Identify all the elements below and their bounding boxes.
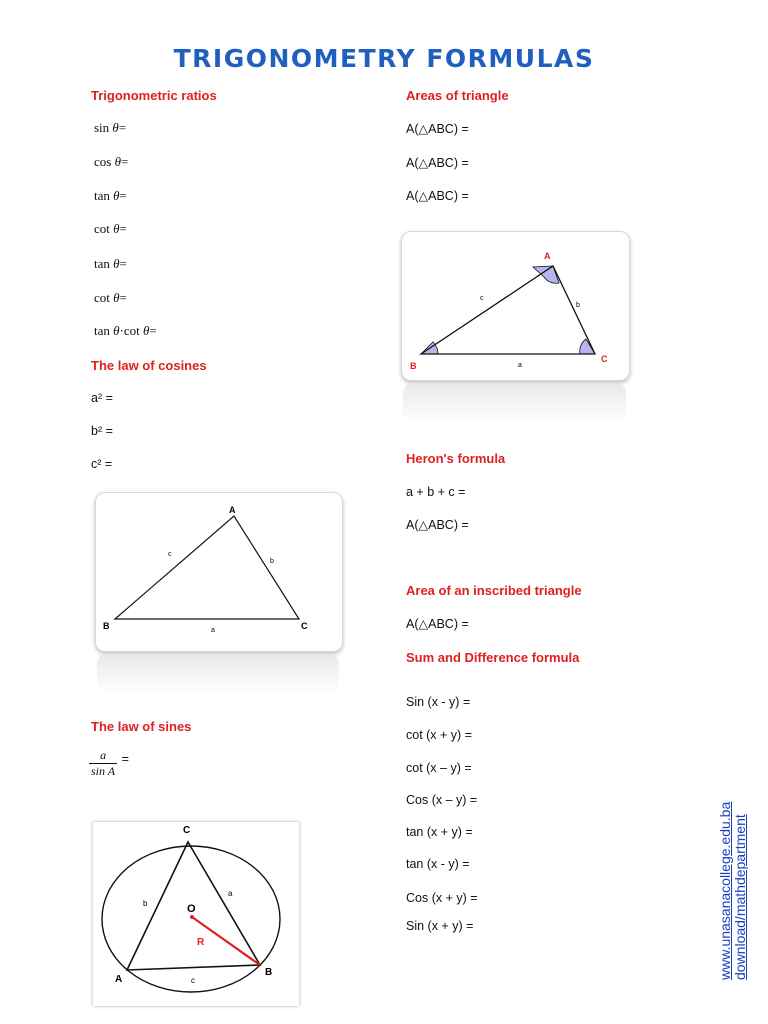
circle-vertex-a: A bbox=[115, 974, 123, 985]
website-link[interactable] bbox=[718, 802, 748, 980]
triangle-1-side-b: b bbox=[576, 302, 580, 309]
cosine-c2: c² = bbox=[91, 457, 113, 471]
circle-side-a: a bbox=[228, 889, 233, 898]
area-formula-1: A(△ABC) = bbox=[406, 122, 469, 136]
ratio-tan: tan θ= bbox=[94, 188, 127, 203]
sumdiff-8: Sin (x + y) = bbox=[406, 919, 474, 933]
heron-perimeter: a + b + c = bbox=[406, 485, 466, 499]
website-line-2[interactable]: download/mathdepartment bbox=[732, 814, 748, 980]
triangle-2-outline bbox=[115, 516, 299, 619]
circle-center-o: O bbox=[187, 903, 196, 915]
page-title: TRIGONOMETRY FORMULAS bbox=[173, 44, 595, 73]
triangle-1-vertex-a: A bbox=[544, 251, 551, 261]
inscribed-triangle-heading: Area of an inscribed triangle bbox=[406, 583, 582, 598]
sumdiff-4: Cos (x – y) = bbox=[406, 793, 478, 807]
circle-side-b: b bbox=[143, 899, 148, 908]
area-formula-2: A(△ABC) = bbox=[406, 156, 469, 170]
triangle-2-vertex-b: B bbox=[103, 621, 110, 631]
ratio-tan-2: tan θ= bbox=[94, 256, 127, 271]
circle-vertex-c: C bbox=[183, 825, 191, 836]
sum-difference-heading: Sum and Difference formula bbox=[406, 650, 580, 665]
sumdiff-2: cot (x + y) = bbox=[406, 728, 472, 742]
law-of-sines-heading: The law of sines bbox=[91, 719, 192, 734]
sumdiff-3: cot (x – y) = bbox=[406, 761, 472, 775]
angle-c-mark bbox=[580, 339, 595, 354]
center-point bbox=[190, 915, 194, 919]
cosine-a2: a² = bbox=[91, 391, 113, 405]
herons-formula-heading: Heron's formula bbox=[406, 451, 506, 466]
triangle-2-vertex-a: A bbox=[229, 505, 236, 515]
triangle-figure-1 bbox=[401, 231, 628, 379]
website-line-1[interactable]: www.unasanacollege.edu.ba bbox=[717, 801, 733, 980]
areas-heading: Areas of triangle bbox=[406, 88, 509, 103]
sumdiff-1: Sin (x - y) = bbox=[406, 695, 471, 709]
angle-a-mark bbox=[533, 266, 559, 283]
ratio-tan-cot-product: tan θ·cot θ= bbox=[94, 323, 157, 338]
ratio-cot: cot θ= bbox=[94, 221, 127, 236]
circle-radius-r: R bbox=[197, 937, 205, 948]
law-of-cosines-heading: The law of cosines bbox=[91, 358, 207, 373]
sines-fraction bbox=[89, 748, 117, 779]
triangle-figure-2 bbox=[95, 492, 341, 650]
triangle-2-side-a: a bbox=[211, 627, 215, 634]
sines-equals: = bbox=[121, 751, 129, 766]
triangle-1-side-c: c bbox=[480, 295, 484, 302]
ratio-cot-2: cot θ= bbox=[94, 290, 127, 305]
trig-ratios-heading: Trigonometric ratios bbox=[91, 88, 217, 103]
card-reflection-2 bbox=[97, 654, 339, 694]
heron-area: A(△ABC) = bbox=[406, 518, 469, 532]
ratio-sin: sin θ= bbox=[94, 120, 127, 135]
sumdiff-6: tan (x - y) = bbox=[406, 857, 470, 871]
triangle-1-vertex-b: B bbox=[410, 361, 417, 371]
circle-side-c: c bbox=[191, 976, 195, 985]
card-reflection-1 bbox=[403, 383, 626, 423]
sumdiff-5: tan (x + y) = bbox=[406, 825, 473, 839]
sumdiff-7: Cos (x + y) = bbox=[406, 891, 478, 905]
area-formula-3: A(△ABC) = bbox=[406, 189, 469, 203]
triangle-2-vertex-c: C bbox=[301, 621, 308, 631]
sines-numerator: a bbox=[89, 748, 117, 764]
triangle-1-vertex-c: C bbox=[601, 354, 608, 364]
circumcircle-figure bbox=[93, 822, 299, 1006]
ratio-cos: cos θ= bbox=[94, 154, 129, 169]
triangle-1-outline bbox=[421, 266, 595, 354]
triangle-1-side-a: a bbox=[518, 362, 522, 369]
circle-vertex-b: B bbox=[265, 967, 273, 978]
inscribed-area: A(△ABC) = bbox=[406, 617, 469, 631]
triangle-2-side-b: b bbox=[270, 558, 274, 565]
cosine-b2: b² = bbox=[91, 424, 113, 438]
triangle-2-side-c: c bbox=[168, 551, 172, 558]
sines-denominator: sin A bbox=[91, 764, 116, 778]
law-of-sines-fraction bbox=[89, 748, 129, 779]
